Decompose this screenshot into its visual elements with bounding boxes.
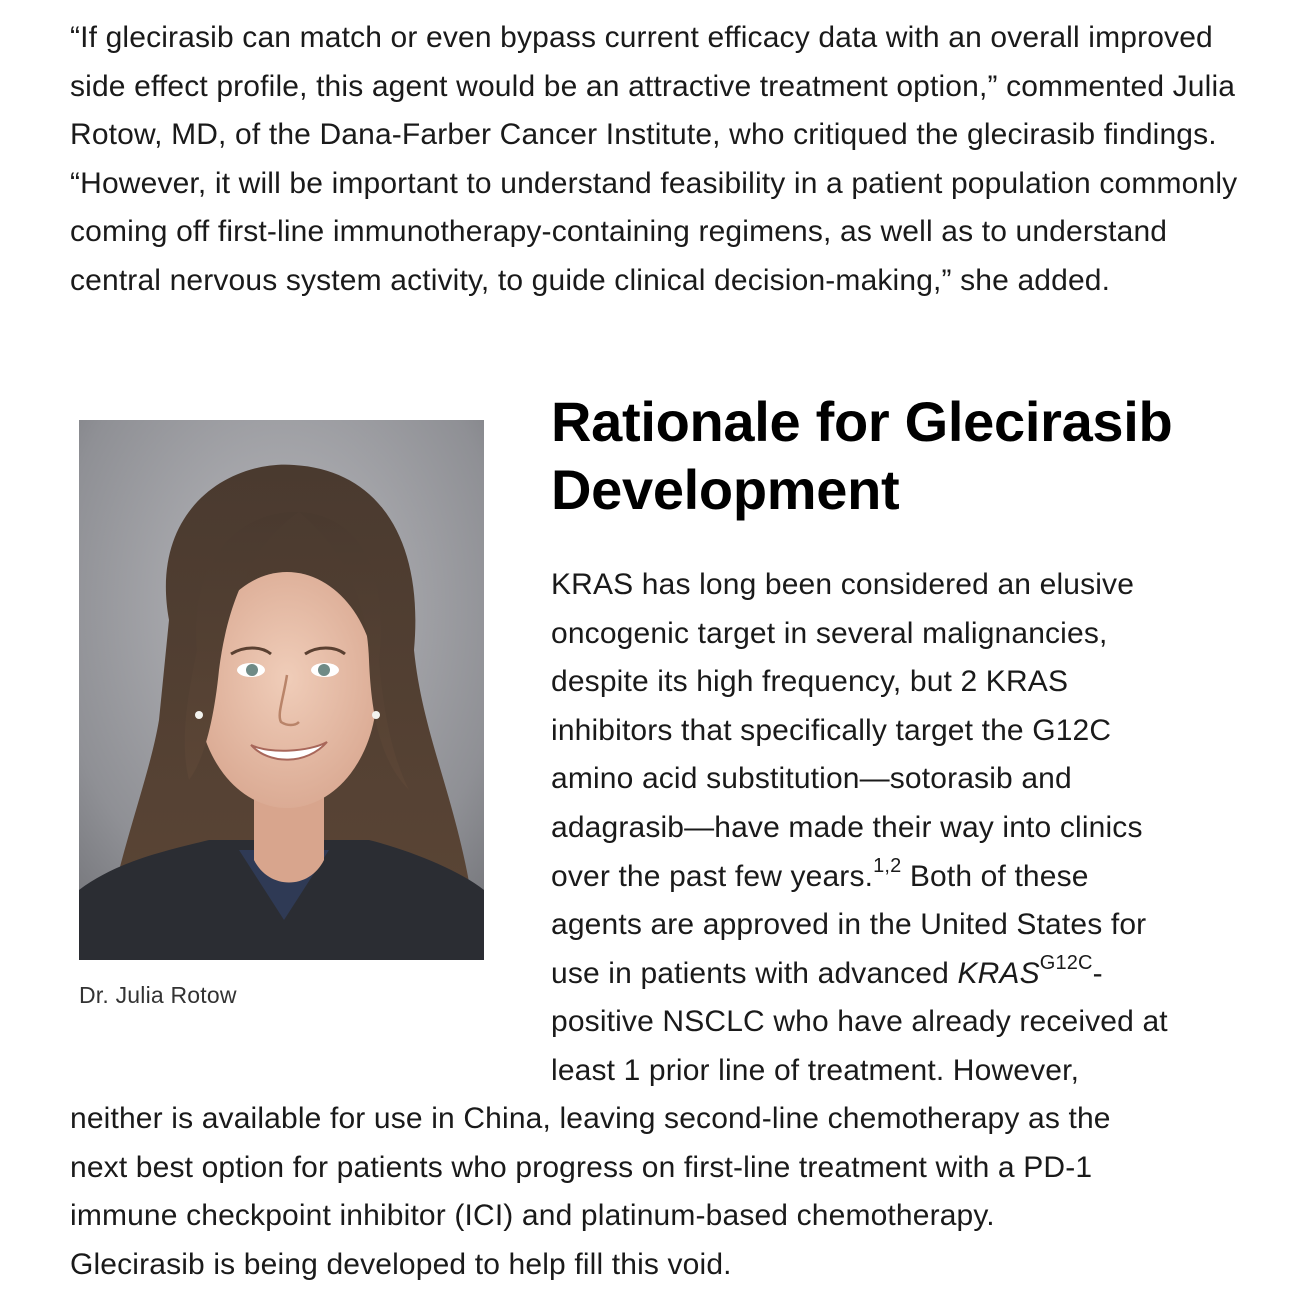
section-heading: Rationale for Glecirasib Development bbox=[551, 390, 1173, 521]
body-line: positive NSCLC who have already received at bbox=[551, 1005, 1168, 1039]
body-line: agents are approved in the United States for bbox=[551, 908, 1147, 942]
body-line bbox=[551, 853, 1251, 902]
body-text: over the past few years. bbox=[551, 859, 874, 893]
body-line: adagrasib—have made their way into clinics bbox=[551, 810, 1143, 844]
section-body-wrapped bbox=[551, 561, 1251, 1096]
body-line: despite its high frequency, but 2 KRAS bbox=[551, 665, 1069, 699]
body-line: amino acid substitution—sotorasib and bbox=[551, 762, 1072, 796]
body-line: oncogenic target in several malignancies, bbox=[551, 616, 1108, 650]
body-text: - bbox=[1092, 956, 1103, 990]
body-line: immune checkpoint inhibitor (ICI) and platinum-based chemotherapy. bbox=[70, 1199, 995, 1233]
body-line: least 1 prior line of treatment. However, bbox=[551, 1053, 1080, 1087]
body-line bbox=[551, 950, 1251, 999]
section-body-full bbox=[70, 1095, 1260, 1289]
author-figure bbox=[79, 420, 484, 1009]
body-text: Both of these bbox=[901, 859, 1089, 893]
body-line: next best option for patients who progress on first-line treatment with a PD-1 bbox=[70, 1150, 1093, 1184]
body-text: use in patients with advanced bbox=[551, 956, 958, 990]
reference-superscript: 1,2 bbox=[873, 854, 902, 877]
photo-caption: Dr. Julia Rotow bbox=[79, 982, 237, 1008]
gene-name: KRAS bbox=[957, 956, 1040, 990]
body-line: neither is available for use in China, leaving second-line chemotherapy as the bbox=[70, 1102, 1111, 1135]
portrait-photo bbox=[79, 420, 484, 960]
mutation-superscript: G12C bbox=[1039, 951, 1093, 974]
quote-paragraph: “If glecirasib can match or even bypass current efficacy data with an overall improved side effect profile, this agent would be an attractive treatment option,” commented Julia Rotow, MD, of the Dana-Farber Cancer Institute, who critiqued the glecirasib findings. “However, it will be important to understand feasibility in a patient population commonly coming off first-line immunotherapy-containing regimens, as well as to understand central nervous system activity, to guide clinical decision-making,” she added. bbox=[70, 21, 1238, 297]
body-line: KRAS has long been considered an elusive bbox=[551, 568, 1135, 601]
body-line: Glecirasib is being developed to help fill this void. bbox=[70, 1247, 732, 1281]
body-line: inhibitors that specifically target the G12C bbox=[551, 713, 1112, 747]
